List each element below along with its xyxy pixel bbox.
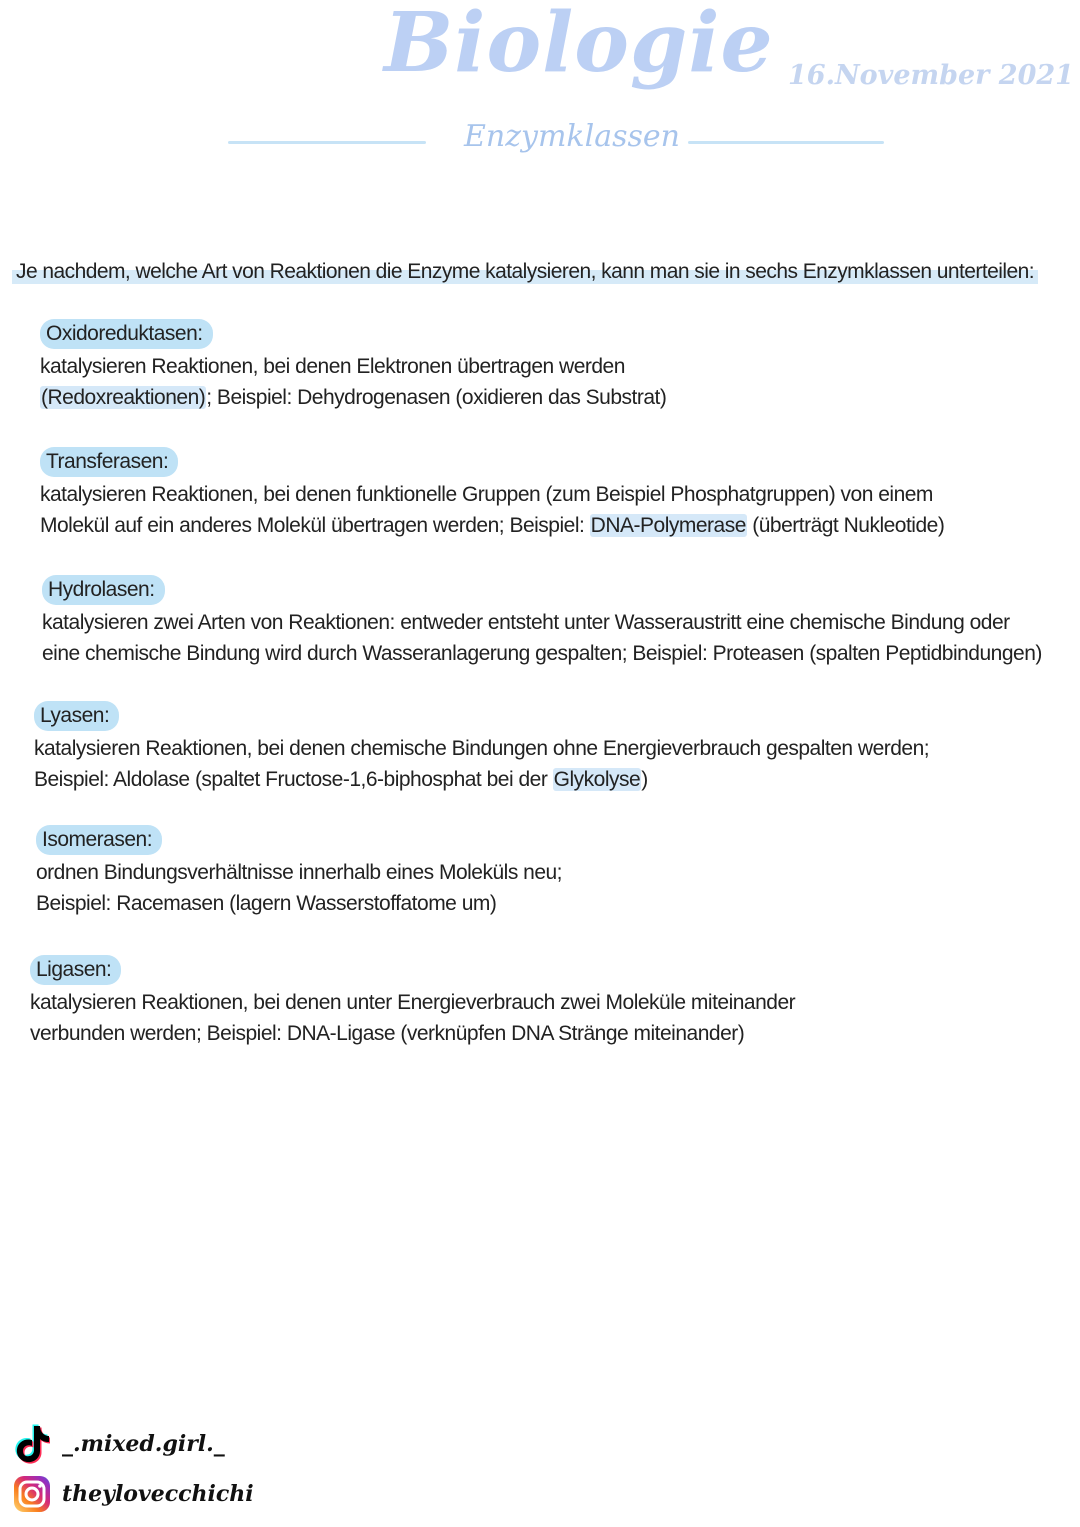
section-isomerasen (36, 824, 562, 919)
line-text: Molekül auf ein anderes Molekül übertragen werden; Beispiel: (40, 514, 590, 537)
section-line-1: katalysieren Reaktionen, bei denen Elektronen übertragen werden (40, 355, 625, 378)
section-line-1: katalysieren Reaktionen, bei denen chemische Bindungen ohne Energieverbrauch gespalten werden; (34, 737, 930, 760)
section-line-2 (40, 382, 666, 413)
section-line-2: eine chemische Bindung wird durch Wasseranlagerung gespalten; Beispiel: Proteasen (spalten Peptidbindungen) (42, 642, 1042, 665)
section-heading: Isomerasen: (36, 825, 162, 855)
instagram-handle: theylovecchichi (62, 1481, 254, 1507)
line-text: ; Beispiel: Dehydrogenasen (oxidieren das Substrat) (206, 386, 667, 409)
section-line-1: ordnen Bindungsverhältnisse innerhalb eines Moleküls neu; (36, 861, 563, 884)
line-text: ) (641, 768, 648, 791)
section-ligasen (30, 954, 795, 1049)
section-line-2: Beispiel: Racemasen (lagern Wasserstoffatome um) (36, 892, 497, 915)
section-hydrolasen (42, 574, 1042, 669)
section-line-1: katalysieren Reaktionen, bei denen unter Energieverbrauch zwei Moleküle miteinander (30, 991, 796, 1014)
section-line-2 (34, 764, 929, 795)
section-heading: Hydrolasen: (42, 575, 165, 605)
tiktok-icon (12, 1424, 52, 1464)
tiktok-handle: _.mixed.girl._ (62, 1431, 225, 1457)
page-subtitle: Enzymklassen (464, 119, 680, 154)
title-rule-right (688, 141, 884, 144)
line-text: (überträgt Nukleotide) (746, 514, 945, 537)
title-rule-left (228, 141, 426, 144)
section-line-1: katalysieren zwei Arten von Reaktionen: entweder entsteht unter Wasseraustritt eine chemische Bindung oder (42, 611, 1010, 634)
section-heading: Oxidoreduktasen: (40, 319, 213, 349)
instagram-icon (12, 1474, 52, 1514)
highlighted-term: (Redoxreaktionen) (41, 386, 206, 409)
instagram-credit (12, 1474, 254, 1514)
section-heading: Lyasen: (34, 701, 119, 731)
page-title: Biologie (384, 0, 774, 91)
section-line-2: verbunden werden; Beispiel: DNA-Ligase (verknüpfen DNA Stränge miteinander) (30, 1022, 745, 1045)
line-text: Beispiel: Aldolase (spaltet Fructose-1,6-biphosphat bei der (34, 768, 553, 791)
section-heading: Ligasen: (30, 955, 121, 985)
highlighted-term: Glykolyse (553, 768, 641, 791)
page-date: 16.November 2021 (788, 60, 1074, 91)
section-lyasen (34, 700, 929, 795)
section-line-1: katalysieren Reaktionen, bei denen funktionelle Gruppen (zum Beispiel Phosphatgruppen) von einem (40, 483, 933, 506)
section-line-2 (40, 510, 944, 541)
section-oxidoreduktasen (40, 318, 666, 413)
intro-text: Je nachdem, welche Art von Reaktionen die Enzyme katalysieren, kann man sie in sechs Enzymklassen unterteilen: (12, 258, 1038, 286)
highlighted-term: DNA-Polymerase (590, 514, 746, 537)
section-transferasen (40, 446, 944, 541)
section-heading: Transferasen: (40, 447, 178, 477)
tiktok-credit (12, 1424, 225, 1464)
